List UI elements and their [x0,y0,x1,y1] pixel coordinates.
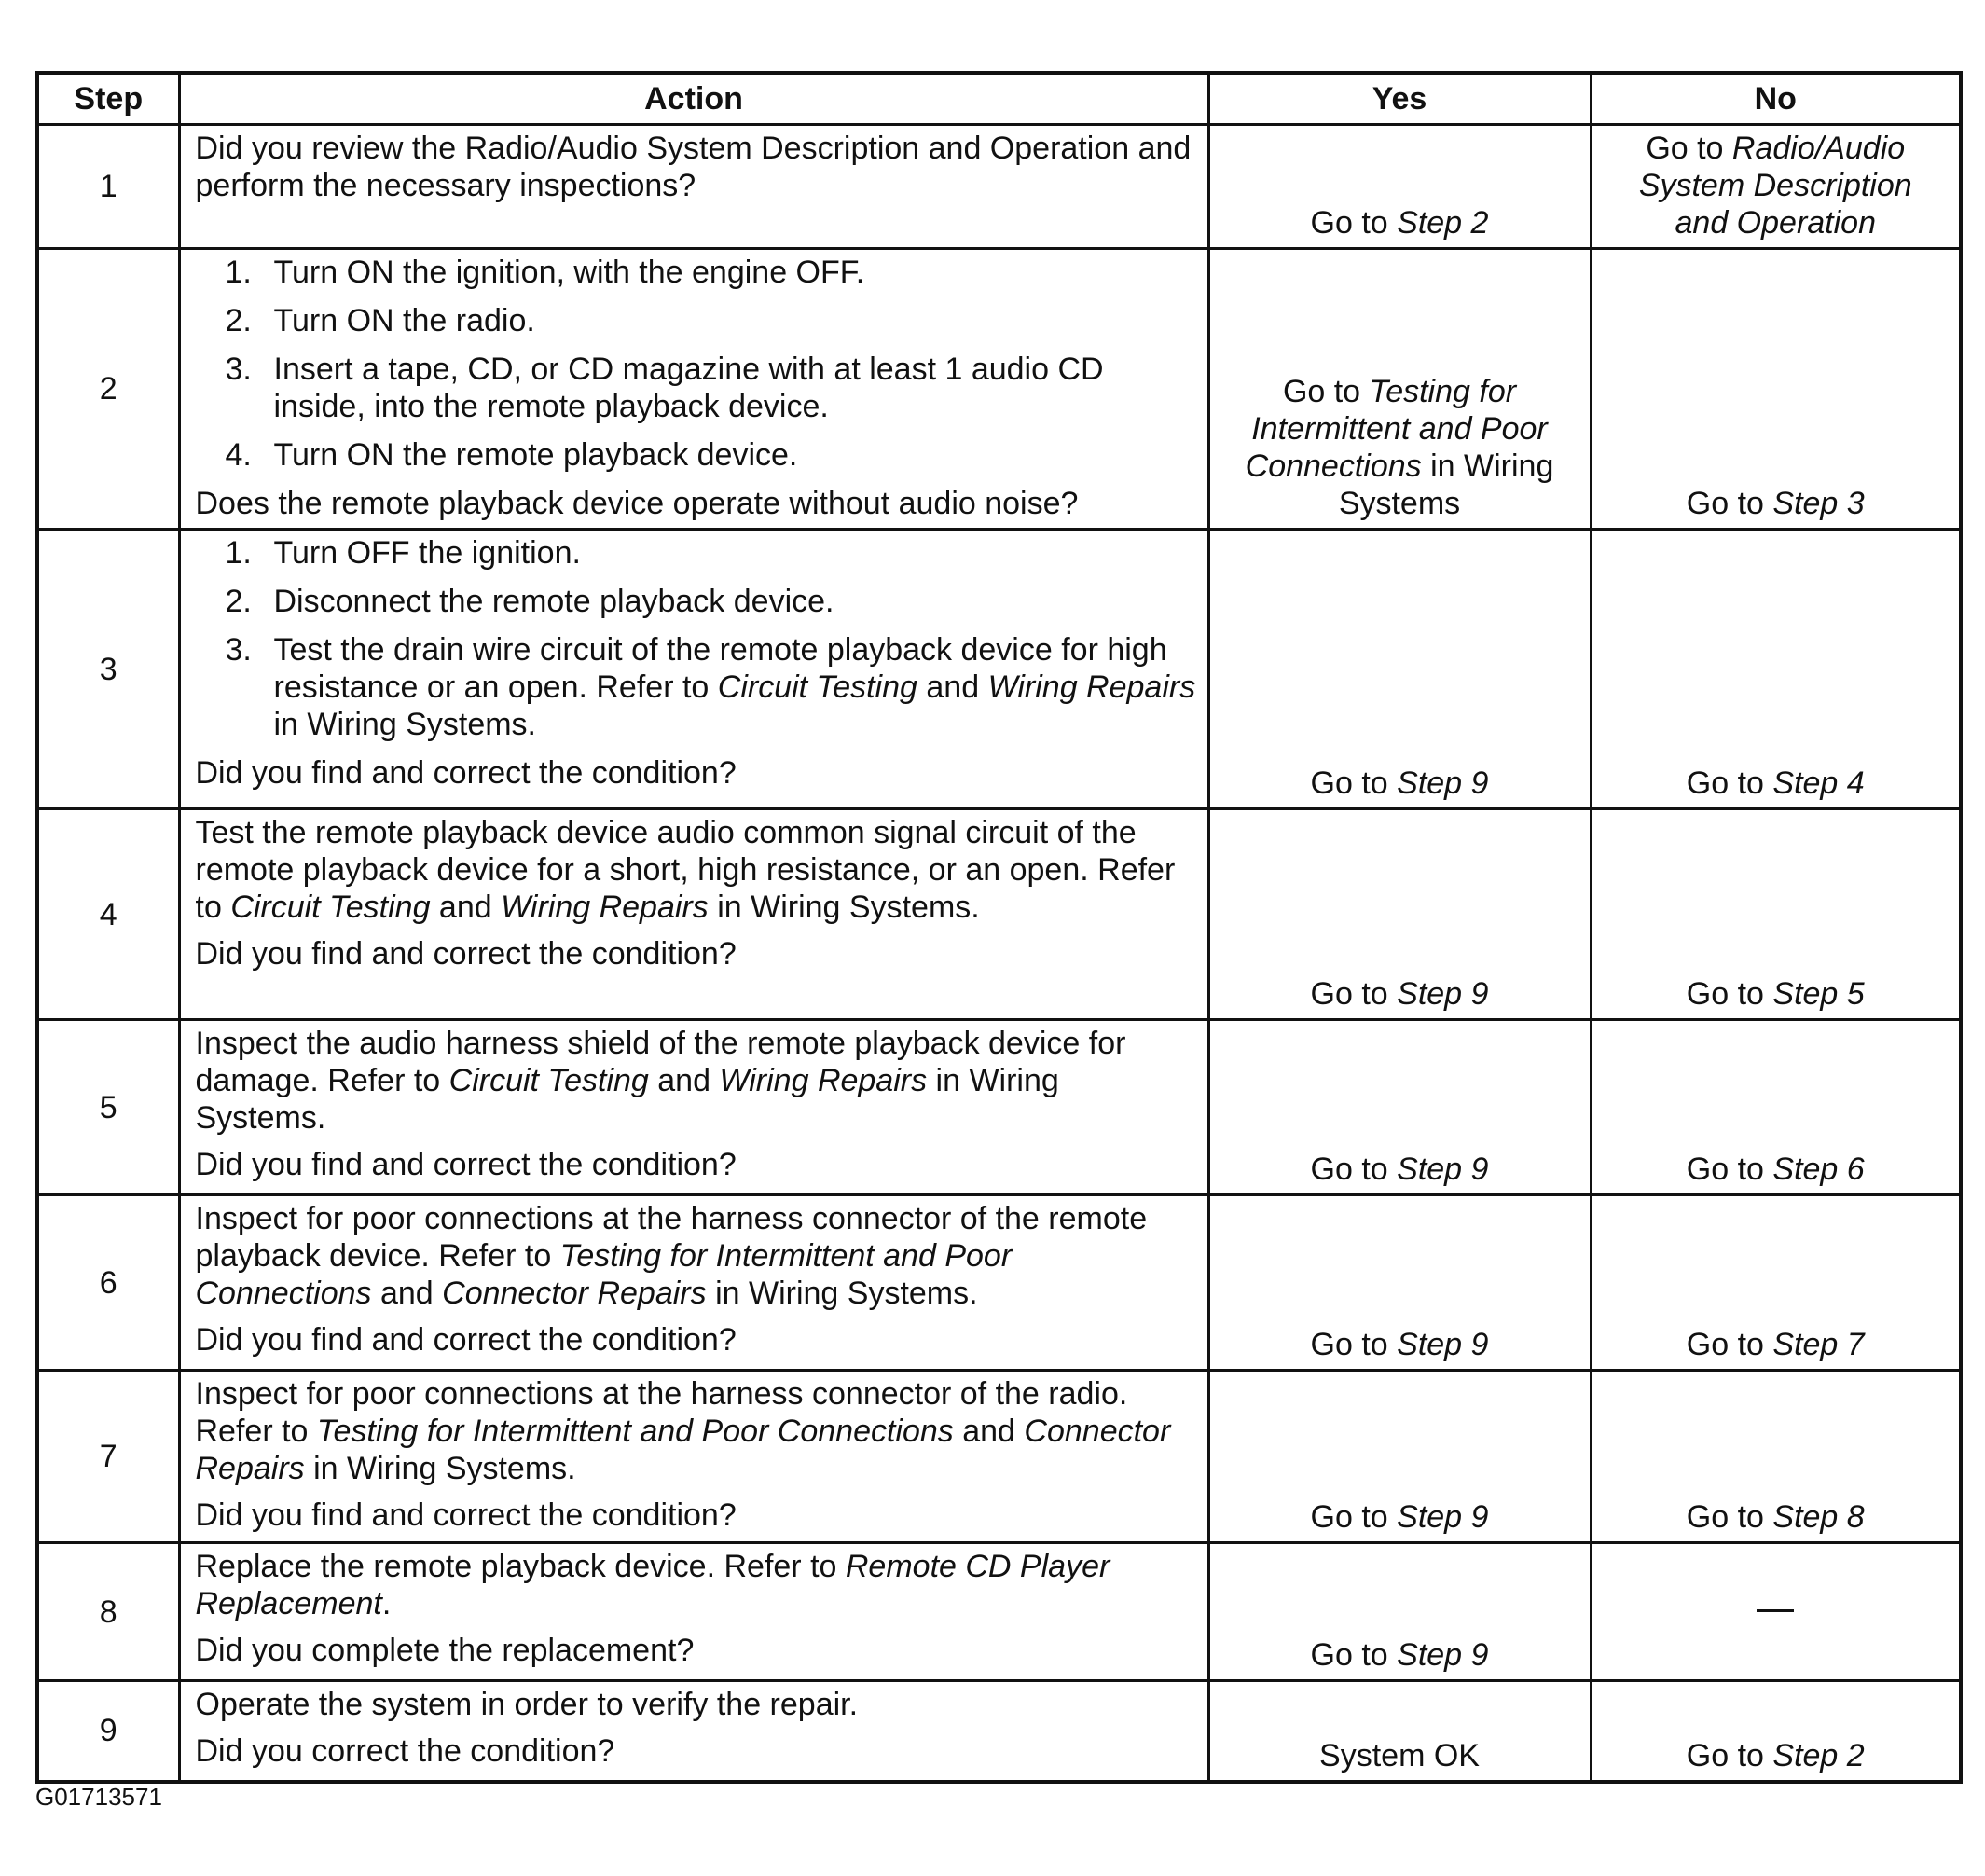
action-question: Did you find and correct the condition? [195,1147,737,1182]
text-run: Inspect the audio harness shield of the remote playback device for damage. Refer to [195,1026,1126,1098]
action-text [196,130,1196,204]
italic-reference: Testing for Intermittent and Poor Connections [195,1238,1013,1311]
table-row [37,530,1961,809]
no-cell [1591,1681,1961,1782]
action-steps-list [196,534,1196,743]
no-cell [1591,125,1961,249]
text-run: in Wiring Systems. [273,707,536,742]
step-number: 3 [37,530,179,809]
step-number: 7 [37,1371,179,1543]
yes-cell [1208,249,1591,530]
action-question: Does the remote playback device operate without audio noise? [195,486,1079,521]
italic-reference: Connector Repairs [442,1276,707,1311]
action-cell [179,530,1208,809]
italic-reference: Step 9 [1397,1327,1489,1362]
header-step: Step [37,73,179,125]
text-run: Turn OFF the ignition. [273,535,581,571]
no-cell [1591,1020,1961,1195]
action-question: Did you find and correct the condition? [195,1322,737,1358]
text-run: Test the remote playback device audio common signal circuit of the remote playback device for a short, high resistance, or an open. Refer to [195,815,1176,925]
text-run: Go to [1686,766,1773,801]
action-step-number: 2. [225,584,252,619]
italic-reference: Radio/Audio System Description and Operation [1638,131,1912,241]
no-cell [1591,249,1961,530]
no-cell [1591,530,1961,809]
table-row [37,249,1961,530]
text-run: and [917,669,988,705]
text-run: Test the drain wire circuit of the remote playback device for high resistance or an open. Refer to [273,632,1167,705]
italic-reference: Circuit Testing [448,1063,649,1098]
italic-reference: Step 9 [1397,1499,1489,1535]
action-question: Did you find and correct the condition? [195,936,737,972]
italic-reference: Step 4 [1772,766,1865,801]
text-run: Insert a tape, CD, or CD magazine with at least 1 audio CD inside, into the remote playback device. [273,352,1104,424]
action-cell [179,1681,1208,1782]
text-run: Go to [1310,1499,1398,1535]
diagnostic-table [35,71,1963,1784]
italic-reference: Wiring Repairs [719,1063,928,1098]
no-cell [1591,1371,1961,1543]
text-run: Go to [1686,1327,1773,1362]
text-run: Go to [1310,976,1398,1012]
text-run: in Wiring Systems. [195,1063,1059,1136]
yes-cell [1208,1371,1591,1543]
table-row [37,1195,1961,1371]
action-text [196,1686,1196,1723]
action-text [196,1548,1196,1622]
text-run: Go to [1686,1737,1773,1773]
text-run: System OK [1319,1737,1480,1773]
action-step-number: 3. [225,352,252,387]
action-cell [179,1020,1208,1195]
table-body [37,125,1961,1782]
action-step-item [196,302,1196,339]
action-cell [179,1371,1208,1543]
step-number: 8 [37,1543,179,1681]
text-run: . [381,1586,392,1621]
text-run: Go to [1310,766,1398,801]
action-question: Did you find and correct the condition? [195,1497,737,1533]
yes-cell [1208,1543,1591,1681]
italic-reference: Step 5 [1772,976,1865,1012]
text-run: and [648,1063,720,1098]
action-step-number: 3. [225,632,252,668]
action-step-number: 1. [225,535,252,571]
action-step-item [196,583,1196,620]
text-run: and [953,1414,1025,1449]
text-run: and [430,890,502,925]
text-run: Go to [1310,1637,1398,1673]
action-step-number: 4. [225,437,252,473]
action-cell [179,125,1208,249]
italic-reference: Remote CD Player Replacement [195,1549,1110,1621]
italic-reference: Testing for Intermittent and Poor Connections [316,1414,954,1449]
text-run: in Wiring Systems. [706,1276,978,1311]
figure-id: G01713571 [35,1783,162,1811]
italic-reference: Step 2 [1397,205,1489,241]
table-row [37,809,1961,1020]
text-run: Go to [1310,205,1398,241]
text-run: Replace the remote playback device. Refer to [195,1549,846,1584]
yes-cell [1208,125,1591,249]
text-run: Turn ON the remote playback device. [273,437,798,473]
no-action-dash [1757,1609,1794,1612]
text-run: in Wiring Systems [1338,448,1554,521]
text-run: in Wiring Systems. [304,1451,576,1486]
italic-reference: Step 9 [1397,766,1489,801]
yes-cell [1208,530,1591,809]
header-yes: Yes [1208,73,1591,125]
step-number: 2 [37,249,179,530]
header-action: Action [179,73,1208,125]
italic-reference: Step 9 [1397,1152,1489,1187]
table-row [37,1543,1961,1681]
action-step-number: 1. [225,255,252,290]
italic-reference: Step 3 [1772,486,1865,521]
text-run: in Wiring Systems. [708,890,980,925]
step-number: 6 [37,1195,179,1371]
action-cell [179,1195,1208,1371]
action-question: Did you find and correct the condition? [195,755,737,791]
table-row [37,125,1961,249]
text-run: and [371,1276,443,1311]
yes-cell [1208,809,1591,1020]
action-steps-list [196,254,1196,474]
table-row [37,1371,1961,1543]
action-text [196,1375,1196,1487]
yes-cell [1208,1020,1591,1195]
text-run: Go to [1310,1327,1398,1362]
text-run: Disconnect the remote playback device. [273,584,834,619]
text-run: Go to [1282,374,1370,409]
action-question: Did you complete the replacement? [195,1633,695,1668]
action-text [196,814,1196,926]
text-run: Turn ON the radio. [273,303,535,338]
text-run: Go to [1646,131,1732,166]
text-run: Did you review the Radio/Audio System Description and Operation and perform the necessary inspections? [195,131,1192,203]
action-cell [179,1543,1208,1681]
text-run: Turn ON the ignition, with the engine OFF. [273,255,865,290]
step-number: 9 [37,1681,179,1782]
text-run: Operate the system in order to verify the repair. [195,1687,859,1722]
header-no: No [1591,73,1961,125]
action-question: Did you correct the condition? [195,1733,615,1769]
text-run: Inspect for poor connections at the harness connector of the remote playback device. Refer to [195,1201,1148,1274]
italic-reference: Wiring Repairs [501,890,709,925]
no-cell [1591,809,1961,1020]
action-step-item [196,534,1196,572]
action-cell [179,249,1208,530]
action-step-item [196,631,1196,743]
action-step-number: 2. [225,303,252,338]
italic-reference: Circuit Testing [717,669,917,705]
action-cell [179,809,1208,1020]
italic-reference: Step 2 [1772,1737,1865,1773]
action-text [196,1200,1196,1312]
italic-reference: Step 8 [1772,1499,1865,1535]
italic-reference: Step 7 [1772,1327,1865,1362]
no-cell [1591,1195,1961,1371]
italic-reference: Testing for Intermittent and Poor Connections [1245,374,1548,484]
header-row [37,73,1961,125]
text-run: Go to [1686,1499,1773,1535]
text-run: Go to [1686,486,1773,521]
step-number: 5 [37,1020,179,1195]
italic-reference: Step 6 [1772,1152,1865,1187]
text-run: Go to [1686,1152,1773,1187]
italic-reference: Wiring Repairs [987,669,1196,705]
yes-cell [1208,1681,1591,1782]
table-row [37,1020,1961,1195]
no-cell [1591,1543,1961,1681]
italic-reference: Step 9 [1397,1637,1489,1673]
action-text [196,1025,1196,1137]
italic-reference: Step 9 [1397,976,1489,1012]
step-number: 4 [37,809,179,1020]
text-run: Go to [1686,976,1773,1012]
italic-reference: Circuit Testing [230,890,431,925]
action-step-item [196,254,1196,291]
text-run: Go to [1310,1152,1398,1187]
table-row [37,1681,1961,1782]
step-number: 1 [37,125,179,249]
action-step-item [196,436,1196,474]
action-step-item [196,351,1196,425]
text-run: Inspect for poor connections at the harness connector of the radio. Refer to [195,1376,1128,1449]
yes-cell [1208,1195,1591,1371]
italic-reference: Connector Repairs [195,1414,1171,1486]
